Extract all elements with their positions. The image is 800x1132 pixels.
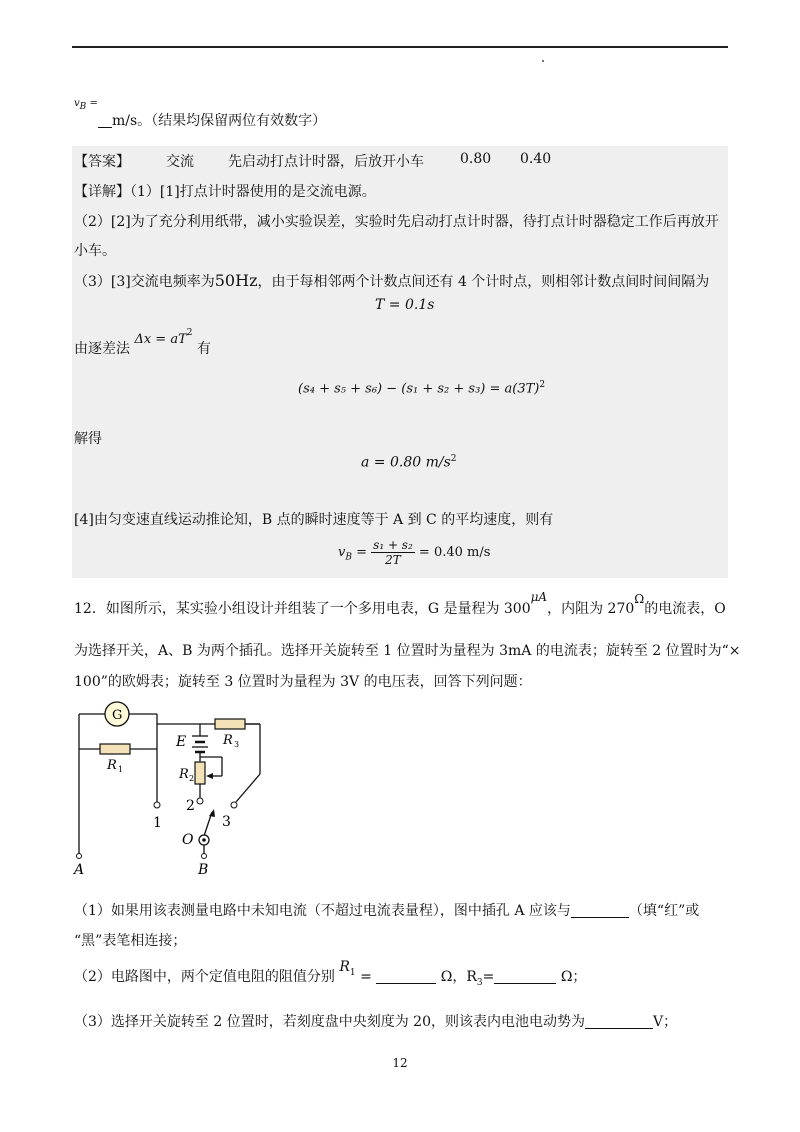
detail-label: 【详解】 xyxy=(74,184,130,200)
r3-label: R xyxy=(223,733,233,748)
answer-label: 【答案】 xyxy=(74,154,130,170)
sub-q1-cont: “黑”表笔相连接； xyxy=(74,933,187,949)
o-label: O xyxy=(182,832,194,848)
page-number: 12 xyxy=(392,1056,408,1070)
q12-line2: 为选择开关，A、B 为两个插孔。选择开关旋转至 1 位置时为量程为 3mA 的电流表；旋转至 2 位置时为“× xyxy=(74,643,741,659)
sub-q3: （3）选择开关旋转至 2 位置时，若刻度盘中央刻度为 20，则该表内电池电动势为 V； xyxy=(74,1014,678,1030)
header-rule xyxy=(72,46,728,48)
answer-row xyxy=(74,151,130,171)
q12-line1: 12．如图所示，某实验小组设计并组装了一个多用电表，G 是量程为 300μA，内阻为 270Ω的电流表，O xyxy=(74,590,726,617)
detail-p5: 解得 xyxy=(74,431,102,447)
sub-q1: （1）如果用该表测量电路中未知电流（不超过电流表量程），图中插孔 A 应该与 （填“红”或 xyxy=(74,903,700,919)
sub-q2: （2）电路图中，两个定值电阻的阻值分别 $R_1 = \Omega$，$R_3= \Omega$； xyxy=(74,959,587,988)
g-label: G xyxy=(112,708,123,723)
r2-resistor xyxy=(195,762,205,784)
blank-emf xyxy=(585,1014,653,1029)
blank-r1 xyxy=(376,969,436,984)
detail-p6: [4]由匀变速直线运动推论知，B 点的瞬时速度等于 A 到 C 的平均速度，则有 xyxy=(74,512,554,528)
a-label: A xyxy=(74,862,85,878)
detail-p2a: （2）[2]为了充分利用纸带，减小实验误差，实验时先启动打点计时器，待打点计时器稳定工作后再放开 xyxy=(74,214,719,230)
blank-s1 xyxy=(571,903,629,918)
r2-arrow-icon xyxy=(206,773,213,779)
detail-p4: 由逐差法 $\Delta x = aT^2$ 有 xyxy=(74,328,211,357)
q12-line3: 100”的欧姆表；旋转至 3 位置时为量程为 3V 的电压表，回答下列问题： xyxy=(74,674,532,690)
header-dot xyxy=(542,60,544,62)
vb-label: $v_B$ = xyxy=(74,98,98,112)
jack-b xyxy=(202,854,207,859)
terminal-2 xyxy=(197,798,203,804)
detail-p3: （3）[3]交流电频率为50Hz，由于每相邻两个计数点间还有 4 个计时点，则相邻计数点间时间间隔为 xyxy=(74,271,710,290)
jack-a xyxy=(77,854,82,859)
r1-label: R xyxy=(107,758,117,773)
eq-a: a = 0.80 $m/s^2$ xyxy=(361,454,457,471)
r2-label: R xyxy=(179,767,189,782)
pos3-label: 3 xyxy=(222,814,231,830)
answer-item-1: 交流 xyxy=(166,154,194,170)
circuit-diagram xyxy=(60,694,290,884)
eq-T: T = 0.1s xyxy=(375,297,435,313)
r3-resistor xyxy=(215,719,245,729)
r1-resistor xyxy=(100,744,130,754)
r1-sub: 1 xyxy=(118,765,124,774)
terminal-3 xyxy=(231,802,237,808)
terminal-1 xyxy=(154,802,160,808)
answer-item-3: 0.80 xyxy=(460,151,492,167)
r2-sub: 2 xyxy=(189,774,195,783)
answer-item-4: 0.40 xyxy=(520,151,552,167)
unit-note: m/s。（结果均保留两位有效数字） xyxy=(98,110,326,130)
b-label: B xyxy=(198,862,209,878)
detail-p2b: 小车。 xyxy=(74,243,116,259)
r3-sub: 3 xyxy=(234,740,240,749)
switch-arrow-icon xyxy=(209,809,215,817)
pos2-label: 2 xyxy=(186,798,195,814)
eq-diff: $(s_4 + s_5 + s_6) - (s_1 + s_2 + s_3) = a(3T)^2$ xyxy=(298,380,546,397)
blank-r3 xyxy=(494,969,556,984)
pos1-label: 1 xyxy=(153,815,162,831)
detail-p1: 【详解】（1）[1]打点计时器使用的是交流电源。 xyxy=(74,184,376,200)
e-label: E xyxy=(176,734,187,750)
answer-item-2: 先启动打点计时器，后放开小车 xyxy=(228,154,424,170)
eq-vb: $v_B$ = $\frac{\text{s₁ + s₂}}{2T}$ = 0.40 m/s xyxy=(338,538,491,567)
answer-blank xyxy=(98,113,112,128)
